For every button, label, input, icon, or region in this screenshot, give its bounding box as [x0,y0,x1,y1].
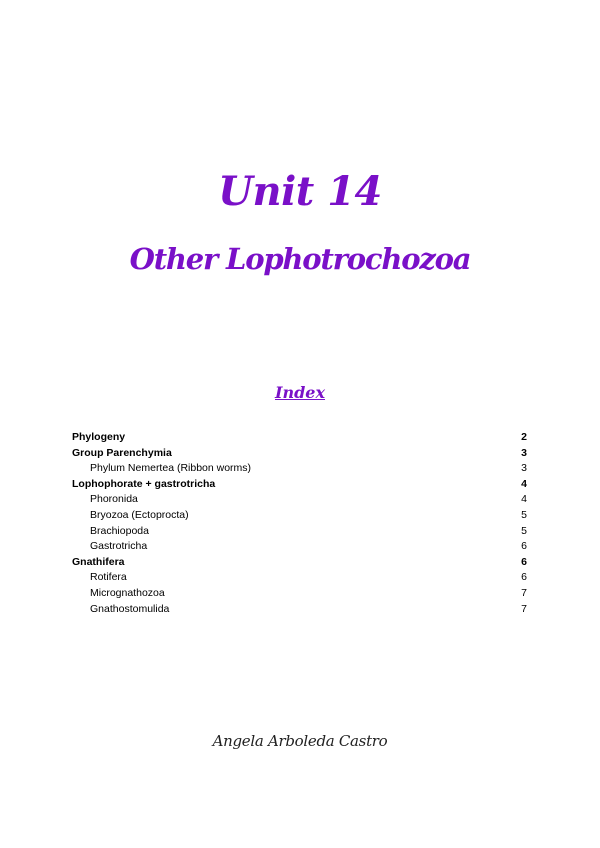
toc-entry-label: Gastrotricha [90,540,148,553]
toc-entry-label: Bryozoa (Ectoprocta) [90,508,189,521]
unit-title: Unit 14 [218,168,382,215]
toc-entry-label: Lophophorate + gastrotricha [72,477,216,490]
toc-entry-page: 2 [521,431,527,443]
toc-entry-page: 6 [521,540,527,553]
toc-entry-group-parenchymia[interactable] [72,446,527,462]
index-heading: Index [274,383,326,402]
author-signature: Angela Arboleda Castro [212,732,388,750]
toc-entry-gnathostomulida[interactable] [72,602,527,618]
toc-entry-bryozoa[interactable] [72,508,527,524]
toc-entry-label: Phylum Nemertea (Ribbon worms) [90,462,252,475]
toc-entry-page: 5 [521,524,527,537]
toc-entry-label: Phylogeny [72,431,126,443]
toc-entry-label: Group Parenchymia [72,446,172,459]
toc-entry-gnathifera[interactable] [72,555,527,571]
toc-entry-page: 6 [521,555,527,568]
toc-entry-page: 3 [521,446,527,459]
toc-entry-page: 4 [521,493,527,506]
toc-entry-phoronida[interactable] [72,492,527,508]
toc-entry-lophophorate[interactable] [72,477,527,493]
toc-entry-gastrotricha[interactable] [72,539,527,555]
toc-entry-phylogeny[interactable] [72,430,527,446]
toc-entry-page: 4 [521,477,527,490]
toc-entry-label: Phoronida [90,493,138,506]
unit-subtitle: Other Lophotrochozoa [129,242,471,276]
toc-entry-micrognathozoa[interactable] [72,586,527,602]
toc-entry-page: 3 [521,462,527,475]
toc-entry-rotifera[interactable] [72,570,527,586]
toc-entry-label: Rotifera [90,571,127,584]
toc-entry-brachiopoda[interactable] [72,524,527,540]
toc-entry-label: Micrognathozoa [90,586,165,599]
toc-entry-label: Brachiopoda [90,524,149,537]
toc-entry-page: 5 [521,508,527,521]
toc-entry-label: Gnathifera [72,555,125,568]
toc-entry-page: 7 [521,586,527,599]
toc-entry-page: 6 [521,571,527,584]
toc-entry-label: Gnathostomulida [90,602,170,615]
toc-entry-nemertea[interactable] [72,461,527,477]
table-of-contents [72,430,527,617]
toc-entry-page: 7 [521,602,527,615]
